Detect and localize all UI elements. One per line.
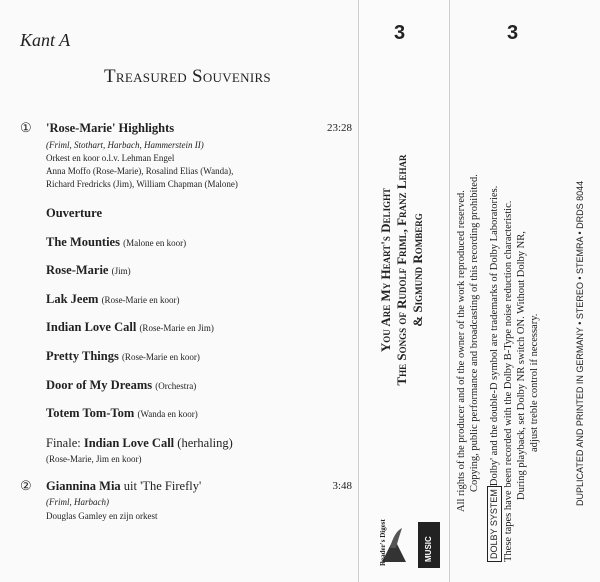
medley-item: Totem Tom-Tom (Wanda en koor): [46, 406, 198, 420]
finale-item: Finale: Indian Love Call (herhaling): [46, 436, 233, 450]
medley-item: Ouverture: [46, 206, 103, 220]
track-1-composers: (Friml, Stothart, Harbach, Hammerstein II): [46, 140, 204, 150]
track-1-credit: Anna Moffo (Rose-Marie), Rosalind Elias (Wanda),: [46, 166, 234, 176]
spine-line-1: You Are My Heart's Delight: [378, 187, 393, 353]
spine-line-2: The Songs of Rudolf Friml, Franz Lehar: [394, 154, 409, 386]
side-label: Kant A: [20, 30, 71, 50]
spine-title: [378, 70, 426, 470]
medley-item: Indian Love Call (Rose-Marie en Jim): [46, 320, 214, 334]
track-1-credit: Orkest en koor o.l.v. Lehman Engel: [46, 153, 175, 163]
track-2-duration: 3:48: [332, 480, 352, 492]
track-2-credit: Douglas Gamley en zijn orkest: [46, 511, 158, 521]
album-title: Treasured Souvenirs: [104, 66, 271, 87]
dolby-logo: DOLBY SYSTEM: [487, 486, 502, 562]
track-2-title: Giannina Mia uit 'The Firefly': [46, 479, 202, 493]
track-1-number: ①: [20, 120, 32, 135]
track-2-composers: (Friml, Harbach): [46, 497, 109, 507]
back-volume-number: 3: [507, 22, 519, 44]
spine-volume-number: 3: [394, 22, 406, 44]
track-1-title: 'Rose-Marie' Highlights: [46, 121, 175, 135]
spine-line-3: & Sigmund Romberg: [410, 213, 425, 327]
medley-item: Pretty Things (Rose-Marie en koor): [46, 349, 200, 363]
finale-note: (Rose-Marie, Jim en koor): [46, 454, 142, 464]
manufacturing-footer: DUPLICATED AND PRINTED IN GERMANY • STEREO • STEMRA • DRDS 8044: [575, 180, 585, 506]
medley-item: Door of My Dreams (Orchestra): [46, 378, 197, 392]
medley-item: Lak Jeem (Rose-Marie en koor): [46, 292, 180, 306]
track-1-credit: Richard Fredricks (Jim), William Chapman (Malone): [46, 179, 238, 189]
readers-digest-label: Reader's Digest: [379, 519, 387, 566]
track-1-duration: 23:28: [326, 122, 352, 134]
medley-item: Rose-Marie (Jim): [46, 263, 131, 277]
music-badge: MUSIC: [418, 522, 440, 568]
rights-notice: All rights of the producer and of the owner of the work reproduced reserved. Copying, public performance and broadcasting of this recording prohibited.: [456, 174, 480, 512]
track-2-number: ②: [20, 478, 32, 493]
dolby-notice: DOLBY SYSTEMDolby' and the double-D symbol are trademarks of Dolby Laboratories. These tapes have been recorded with the Dolby B-Type noise reduction characteristic. During playback, set Dolby NR switch ON. Without Dolby NR, adjust treble control if necessary.: [489, 185, 540, 562]
medley-item: The Mounties (Malone en koor): [46, 235, 187, 249]
